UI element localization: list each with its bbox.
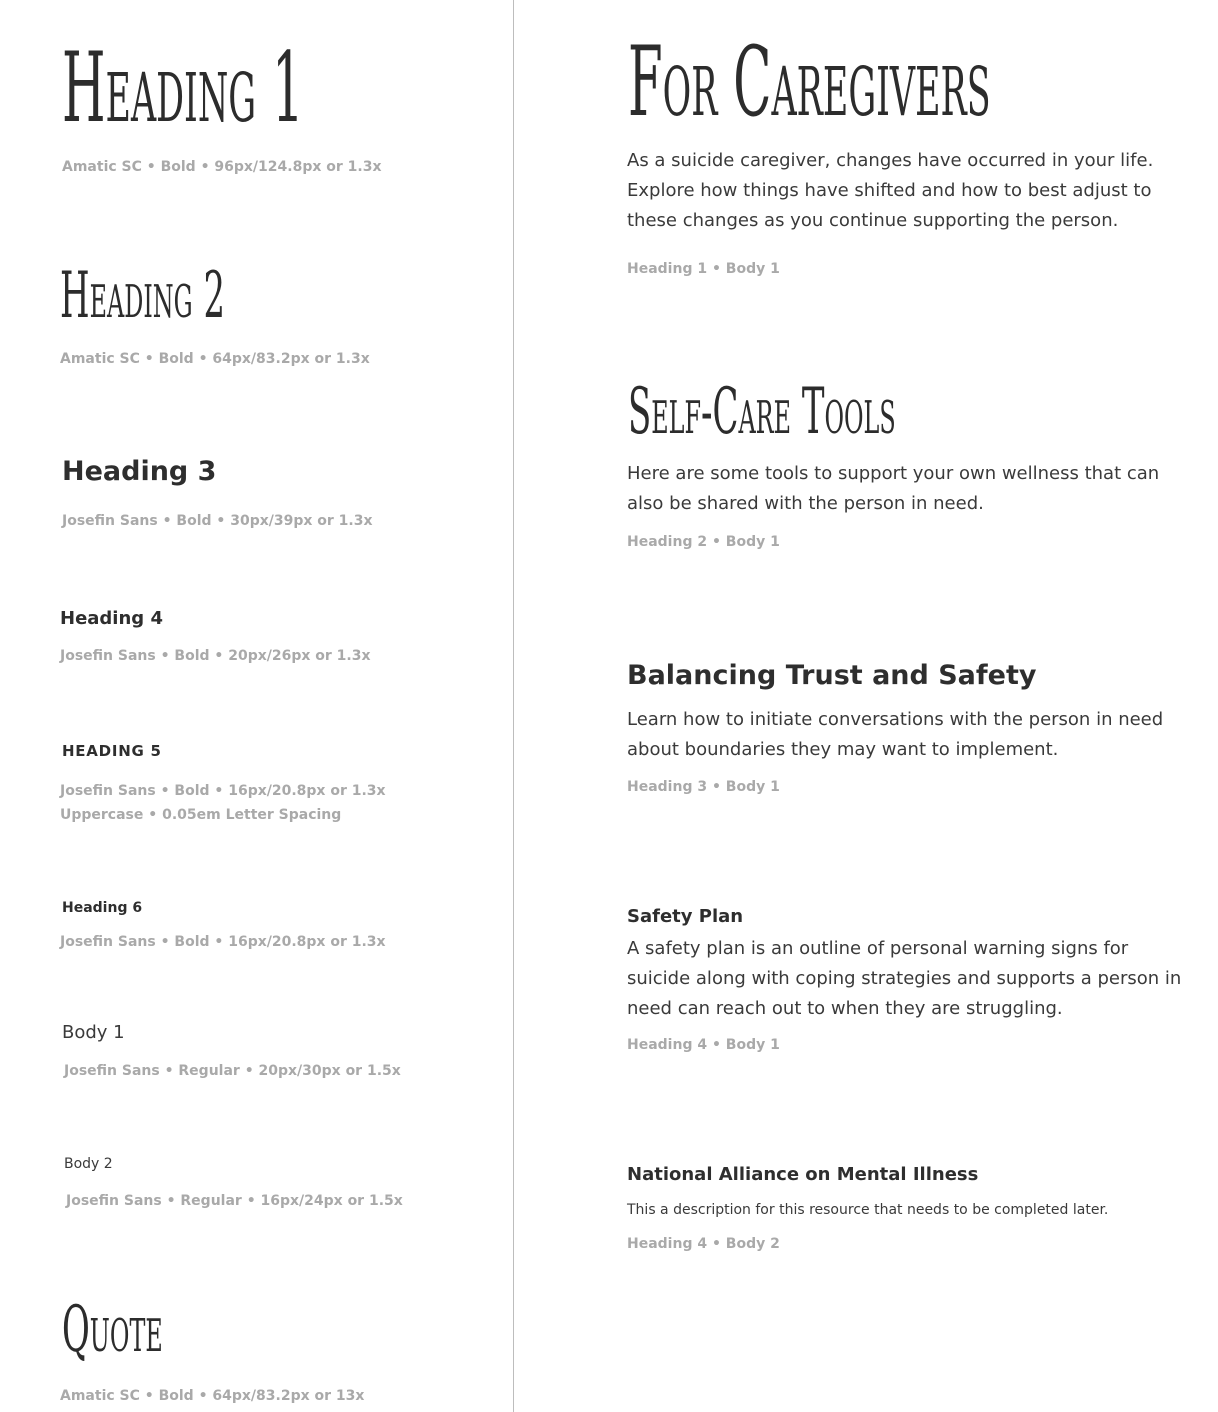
heading-2-spec: Amatic SC • Bold • 64px/83.2px or 1.3x	[60, 351, 370, 367]
column-divider	[513, 0, 514, 1412]
heading-5-spec-line-1: Josefin Sans • Bold • 16px/20.8px or 1.3x	[60, 783, 386, 799]
heading-5-spec-line-2: Uppercase • 0.05em Letter Spacing	[60, 807, 342, 823]
example-caregivers-body: As a suicide caregiver, changes have occurred in your life. Explore how things have shifted and how to best adjust to these changes as you continue supporting the person.	[627, 150, 1154, 231]
example-safety-plan-body: A safety plan is an outline of personal warning signs for suicide along with coping strategies and supports a person in need can reach out to when they are struggling.	[627, 938, 1182, 1019]
example-trust-safety-spec: Heading 3 • Body 1	[627, 779, 780, 795]
example-trust-safety-body: Learn how to initiate conversations with the person in need about boundaries they may want to implement.	[627, 709, 1164, 760]
example-caregivers-title: For Caregivers	[628, 26, 991, 138]
heading-6-sample: Heading 6	[62, 900, 143, 916]
quote-sample: Quote	[62, 1293, 163, 1367]
heading-4-sample: Heading 4	[60, 608, 163, 629]
body-2-spec: Josefin Sans • Regular • 16px/24px or 1.5x	[66, 1193, 403, 1209]
example-safety-plan-title: Safety Plan	[627, 906, 744, 927]
body-1-sample: Body 1	[62, 1022, 125, 1043]
heading-4-spec: Josefin Sans • Bold • 20px/26px or 1.3x	[60, 648, 371, 664]
heading-1-spec: Amatic SC • Bold • 96px/124.8px or 1.3x	[62, 159, 382, 175]
body-2-sample: Body 2	[64, 1156, 113, 1172]
example-nami-body: This a description for this resource that needs to be completed later.	[627, 1202, 1109, 1218]
example-self-care-body: Here are some tools to support your own wellness that can also be shared with the person in need.	[627, 463, 1160, 514]
body-1-spec: Josefin Sans • Regular • 20px/30px or 1.5x	[64, 1063, 401, 1079]
example-trust-safety-title: Balancing Trust and Safety	[627, 660, 1037, 691]
example-safety-plan-spec: Heading 4 • Body 1	[627, 1037, 780, 1053]
heading-5-spec	[60, 779, 386, 827]
example-self-care-spec: Heading 2 • Body 1	[627, 534, 780, 550]
example-self-care-title: Self-Care Tools	[628, 375, 896, 449]
example-nami-spec: Heading 4 • Body 2	[627, 1236, 780, 1252]
heading-3-spec: Josefin Sans • Bold • 30px/39px or 1.3x	[62, 513, 373, 529]
heading-3-sample: Heading 3	[62, 456, 217, 487]
example-caregivers-spec: Heading 1 • Body 1	[627, 261, 780, 277]
heading-5-sample: HEADING 5	[62, 742, 162, 760]
quote-spec: Amatic SC • Bold • 64px/83.2px or 13x	[60, 1388, 365, 1404]
heading-6-spec: Josefin Sans • Bold • 16px/20.8px or 1.3x	[60, 934, 386, 950]
heading-1-sample: Heading 1	[62, 32, 304, 144]
heading-2-sample: Heading 2	[60, 259, 226, 333]
example-nami-title: National Alliance on Mental Illness	[627, 1164, 979, 1185]
